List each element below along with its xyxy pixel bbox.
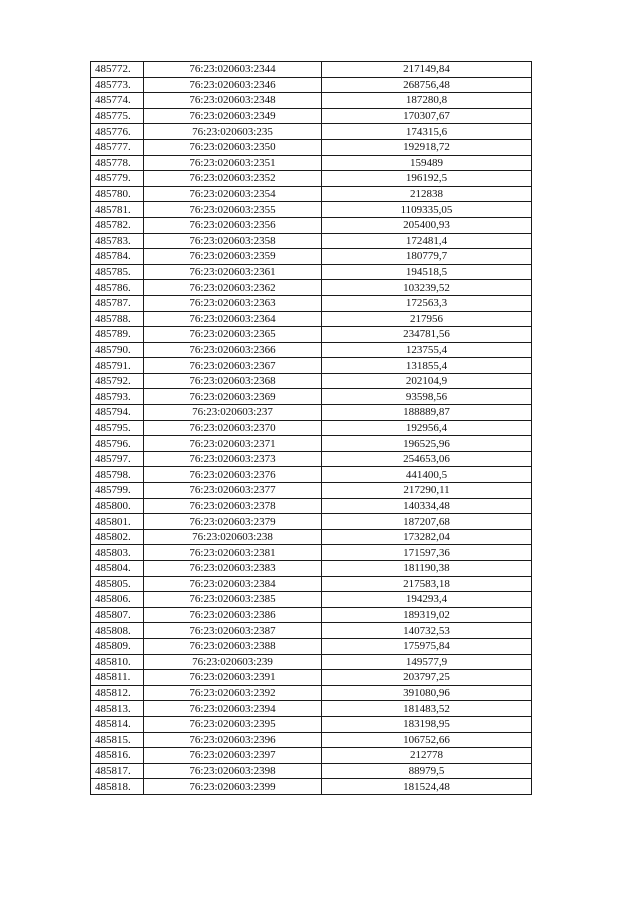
cadastral-value-cell: 172481,4 [322, 233, 532, 249]
table-row [91, 171, 532, 187]
row-number-cell: 485804. [91, 561, 144, 577]
cadastral-value-cell: 212778 [322, 748, 532, 764]
cadastral-value-cell: 170307,67 [322, 108, 532, 124]
cadastral-value-cell: 140334,48 [322, 498, 532, 514]
cadastral-value-cell: 183198,95 [322, 716, 532, 732]
row-number-cell: 485813. [91, 701, 144, 717]
row-number-cell: 485790. [91, 342, 144, 358]
cadastral-number-cell: 76:23:020603:2365 [144, 327, 322, 343]
row-number-cell: 485785. [91, 264, 144, 280]
cadastral-value-cell: 103239,52 [322, 280, 532, 296]
cadastral-number-cell: 76:23:020603:2359 [144, 249, 322, 265]
row-number-cell: 485799. [91, 483, 144, 499]
row-number-cell: 485774. [91, 93, 144, 109]
table-row [91, 77, 532, 93]
table-row [91, 451, 532, 467]
cadastral-value-cell: 140732,53 [322, 623, 532, 639]
cadastral-value-cell: 180779,7 [322, 249, 532, 265]
cadastral-value-cell: 171597,36 [322, 545, 532, 561]
cadastral-value-cell: 196192,5 [322, 171, 532, 187]
row-number-cell: 485801. [91, 514, 144, 530]
table-row [91, 716, 532, 732]
cadastral-number-cell: 76:23:020603:2364 [144, 311, 322, 327]
table-row [91, 576, 532, 592]
table-row [91, 467, 532, 483]
table-row [91, 342, 532, 358]
row-number-cell: 485803. [91, 545, 144, 561]
row-number-cell: 485797. [91, 451, 144, 467]
cadastral-value-cell: 123755,4 [322, 342, 532, 358]
cadastral-value-cell: 391080,96 [322, 685, 532, 701]
cadastral-value-cell: 1109335,05 [322, 202, 532, 218]
cadastral-number-cell: 76:23:020603:2362 [144, 280, 322, 296]
row-number-cell: 485772. [91, 62, 144, 78]
table-row [91, 249, 532, 265]
row-number-cell: 485805. [91, 576, 144, 592]
row-number-cell: 485789. [91, 327, 144, 343]
row-number-cell: 485810. [91, 654, 144, 670]
cadastral-number-cell: 76:23:020603:2384 [144, 576, 322, 592]
cadastral-number-cell: 76:23:020603:2355 [144, 202, 322, 218]
table-row [91, 670, 532, 686]
table-row [91, 155, 532, 171]
row-number-cell: 485800. [91, 498, 144, 514]
table-row [91, 124, 532, 140]
cadastral-value-cell: 173282,04 [322, 529, 532, 545]
cadastral-number-cell: 76:23:020603:2349 [144, 108, 322, 124]
cadastral-value-cell: 203797,25 [322, 670, 532, 686]
table-row [91, 701, 532, 717]
table-row [91, 233, 532, 249]
table-row [91, 638, 532, 654]
table-row [91, 373, 532, 389]
cadastral-value-cell: 192956,4 [322, 420, 532, 436]
cadastral-value-cell: 205400,93 [322, 217, 532, 233]
row-number-cell: 485795. [91, 420, 144, 436]
table-row [91, 732, 532, 748]
table-row [91, 592, 532, 608]
cadastral-value-cell: 254653,06 [322, 451, 532, 467]
row-number-cell: 485798. [91, 467, 144, 483]
row-number-cell: 485775. [91, 108, 144, 124]
table-row [91, 405, 532, 421]
table-row [91, 295, 532, 311]
table-row [91, 607, 532, 623]
table-row [91, 436, 532, 452]
row-number-cell: 485787. [91, 295, 144, 311]
table-row [91, 217, 532, 233]
row-number-cell: 485780. [91, 186, 144, 202]
cadastral-number-cell: 76:23:020603:239 [144, 654, 322, 670]
cadastral-number-cell: 76:23:020603:2351 [144, 155, 322, 171]
table-row [91, 264, 532, 280]
cadastral-number-cell: 76:23:020603:2371 [144, 436, 322, 452]
table-row [91, 514, 532, 530]
cadastral-number-cell: 76:23:020603:238 [144, 529, 322, 545]
cadastral-value-cell: 217149,84 [322, 62, 532, 78]
cadastral-number-cell: 76:23:020603:2394 [144, 701, 322, 717]
row-number-cell: 485791. [91, 358, 144, 374]
cadastral-value-cell: 131855,4 [322, 358, 532, 374]
cadastral-value-cell: 194293,4 [322, 592, 532, 608]
cadastral-number-cell: 76:23:020603:2387 [144, 623, 322, 639]
row-number-cell: 485815. [91, 732, 144, 748]
cadastral-number-cell: 76:23:020603:2398 [144, 763, 322, 779]
cadastral-number-cell: 76:23:020603:2366 [144, 342, 322, 358]
cadastral-value-cell: 181483,52 [322, 701, 532, 717]
cadastral-value-cell: 217290,11 [322, 483, 532, 499]
table-row [91, 93, 532, 109]
cadastral-value-cell: 234781,56 [322, 327, 532, 343]
cadastral-number-cell: 76:23:020603:2369 [144, 389, 322, 405]
row-number-cell: 485794. [91, 405, 144, 421]
row-number-cell: 485788. [91, 311, 144, 327]
cadastral-number-cell: 76:23:020603:2385 [144, 592, 322, 608]
table-body [91, 62, 532, 795]
cadastral-value-cell: 441400,5 [322, 467, 532, 483]
cadastral-value-cell: 268756,48 [322, 77, 532, 93]
row-number-cell: 485781. [91, 202, 144, 218]
table-row [91, 623, 532, 639]
table-row [91, 763, 532, 779]
cadastral-number-cell: 76:23:020603:2358 [144, 233, 322, 249]
row-number-cell: 485811. [91, 670, 144, 686]
cadastral-number-cell: 76:23:020603:2361 [144, 264, 322, 280]
row-number-cell: 485778. [91, 155, 144, 171]
cadastral-value-cell: 188889,87 [322, 405, 532, 421]
row-number-cell: 485802. [91, 529, 144, 545]
row-number-cell: 485793. [91, 389, 144, 405]
cadastral-number-cell: 76:23:020603:2373 [144, 451, 322, 467]
row-number-cell: 485816. [91, 748, 144, 764]
row-number-cell: 485784. [91, 249, 144, 265]
table-row [91, 420, 532, 436]
cadastral-number-cell: 76:23:020603:2388 [144, 638, 322, 654]
cadastral-number-cell: 76:23:020603:2381 [144, 545, 322, 561]
row-number-cell: 485779. [91, 171, 144, 187]
row-number-cell: 485783. [91, 233, 144, 249]
table-row [91, 685, 532, 701]
cadastral-number-cell: 76:23:020603:2368 [144, 373, 322, 389]
table-row [91, 748, 532, 764]
cadastral-number-cell: 76:23:020603:2391 [144, 670, 322, 686]
row-number-cell: 485796. [91, 436, 144, 452]
cadastral-value-cell: 217956 [322, 311, 532, 327]
row-number-cell: 485818. [91, 779, 144, 795]
row-number-cell: 485812. [91, 685, 144, 701]
table-row [91, 529, 532, 545]
cadastral-number-cell: 76:23:020603:2396 [144, 732, 322, 748]
cadastral-value-table [90, 61, 532, 795]
cadastral-value-cell: 189319,02 [322, 607, 532, 623]
table-row [91, 654, 532, 670]
cadastral-number-cell: 76:23:020603:2363 [144, 295, 322, 311]
table-row [91, 280, 532, 296]
cadastral-number-cell: 76:23:020603:2344 [144, 62, 322, 78]
cadastral-number-cell: 76:23:020603:2397 [144, 748, 322, 764]
cadastral-number-cell: 76:23:020603:237 [144, 405, 322, 421]
row-number-cell: 485814. [91, 716, 144, 732]
row-number-cell: 485792. [91, 373, 144, 389]
cadastral-value-cell: 174315,6 [322, 124, 532, 140]
row-number-cell: 485776. [91, 124, 144, 140]
cadastral-value-cell: 181190,38 [322, 561, 532, 577]
cadastral-value-cell: 187207,68 [322, 514, 532, 530]
table-row [91, 62, 532, 78]
table-row [91, 545, 532, 561]
cadastral-number-cell: 76:23:020603:2346 [144, 77, 322, 93]
cadastral-number-cell: 76:23:020603:2376 [144, 467, 322, 483]
row-number-cell: 485806. [91, 592, 144, 608]
cadastral-value-cell: 202104,9 [322, 373, 532, 389]
cadastral-number-cell: 76:23:020603:2378 [144, 498, 322, 514]
row-number-cell: 485809. [91, 638, 144, 654]
row-number-cell: 485777. [91, 139, 144, 155]
cadastral-value-cell: 187280,8 [322, 93, 532, 109]
cadastral-value-cell: 93598,56 [322, 389, 532, 405]
table-row [91, 139, 532, 155]
cadastral-number-cell: 76:23:020603:2370 [144, 420, 322, 436]
cadastral-number-cell: 76:23:020603:2392 [144, 685, 322, 701]
cadastral-value-cell: 217583,18 [322, 576, 532, 592]
table-row [91, 483, 532, 499]
cadastral-value-cell: 194518,5 [322, 264, 532, 280]
row-number-cell: 485786. [91, 280, 144, 296]
row-number-cell: 485808. [91, 623, 144, 639]
cadastral-number-cell: 76:23:020603:2350 [144, 139, 322, 155]
row-number-cell: 485773. [91, 77, 144, 93]
table-row [91, 498, 532, 514]
cadastral-value-cell: 88979,5 [322, 763, 532, 779]
cadastral-number-cell: 76:23:020603:2377 [144, 483, 322, 499]
table-row [91, 311, 532, 327]
table-row [91, 108, 532, 124]
cadastral-number-cell: 76:23:020603:2386 [144, 607, 322, 623]
row-number-cell: 485817. [91, 763, 144, 779]
cadastral-value-cell: 181524,48 [322, 779, 532, 795]
table-row [91, 389, 532, 405]
cadastral-number-cell: 76:23:020603:2383 [144, 561, 322, 577]
table-row [91, 186, 532, 202]
cadastral-number-cell: 76:23:020603:235 [144, 124, 322, 140]
row-number-cell: 485807. [91, 607, 144, 623]
cadastral-value-cell: 149577,9 [322, 654, 532, 670]
cadastral-number-cell: 76:23:020603:2399 [144, 779, 322, 795]
cadastral-number-cell: 76:23:020603:2367 [144, 358, 322, 374]
cadastral-value-cell: 106752,66 [322, 732, 532, 748]
row-number-cell: 485782. [91, 217, 144, 233]
cadastral-value-cell: 212838 [322, 186, 532, 202]
cadastral-value-cell: 196525,96 [322, 436, 532, 452]
cadastral-number-cell: 76:23:020603:2348 [144, 93, 322, 109]
cadastral-value-cell: 159489 [322, 155, 532, 171]
cadastral-number-cell: 76:23:020603:2395 [144, 716, 322, 732]
cadastral-number-cell: 76:23:020603:2354 [144, 186, 322, 202]
table-row [91, 327, 532, 343]
cadastral-number-cell: 76:23:020603:2379 [144, 514, 322, 530]
table-row [91, 561, 532, 577]
table-row [91, 358, 532, 374]
table-row [91, 779, 532, 795]
cadastral-number-cell: 76:23:020603:2356 [144, 217, 322, 233]
cadastral-value-cell: 172563,3 [322, 295, 532, 311]
cadastral-number-cell: 76:23:020603:2352 [144, 171, 322, 187]
cadastral-value-cell: 175975,84 [322, 638, 532, 654]
table-row [91, 202, 532, 218]
cadastral-value-cell: 192918,72 [322, 139, 532, 155]
